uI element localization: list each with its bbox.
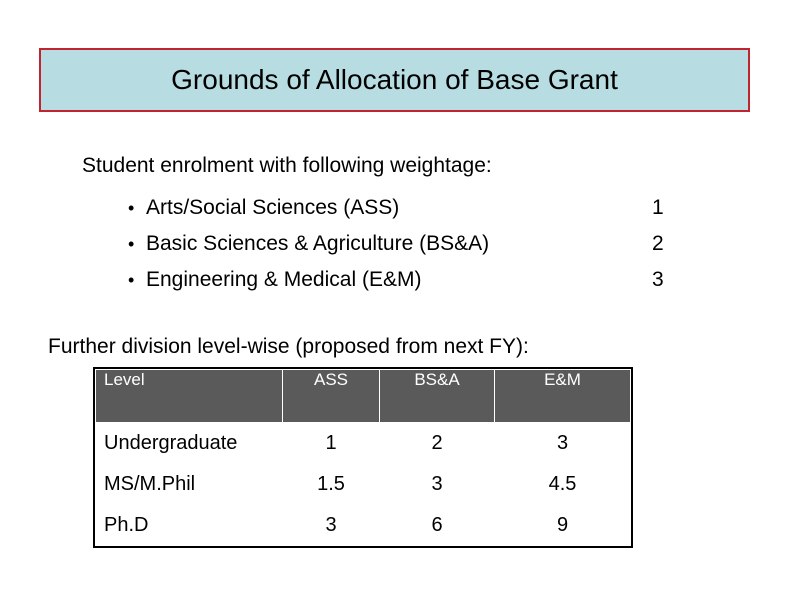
cell-level: Ph.D: [96, 505, 283, 546]
further-division-text: Further division level-wise (proposed from next FY):: [48, 335, 529, 358]
title-banner: [39, 48, 750, 112]
cell-ass: 1: [283, 423, 380, 464]
intro-text: Student enrolment with following weightage:: [82, 154, 492, 177]
list-item-label: Arts/Social Sciences (ASS): [146, 196, 400, 219]
table-header-row: [96, 370, 631, 423]
weight-value: 3: [652, 268, 664, 291]
bullet-icon: •: [128, 270, 135, 290]
weightage-list: [128, 190, 489, 298]
page-title: Grounds of Allocation of Base Grant: [171, 64, 618, 95]
list-item: [128, 190, 489, 226]
list-item-label: Engineering & Medical (E&M): [146, 268, 422, 291]
cell-ass: 3: [283, 505, 380, 546]
cell-level: MS/M.Phil: [96, 464, 283, 505]
weight-value: 1: [652, 196, 664, 219]
bullet-icon: •: [128, 198, 135, 218]
header-em: E&M: [495, 370, 631, 423]
level-weight-table: [95, 369, 631, 546]
cell-level: Undergraduate: [96, 423, 283, 464]
weight-value: 2: [652, 232, 664, 255]
table-row: [96, 423, 631, 464]
list-item: [128, 262, 489, 298]
list-item: [128, 226, 489, 262]
header-level: Level: [96, 370, 283, 423]
weight-list: [652, 190, 664, 298]
cell-em: 4.5: [495, 464, 631, 505]
cell-em: 9: [495, 505, 631, 546]
table-row: [96, 505, 631, 546]
cell-bsa: 2: [380, 423, 495, 464]
bullet-icon: •: [128, 234, 135, 254]
table-row: [96, 464, 631, 505]
cell-bsa: 6: [380, 505, 495, 546]
header-bsa: BS&A: [380, 370, 495, 423]
cell-bsa: 3: [380, 464, 495, 505]
cell-ass: 1.5: [283, 464, 380, 505]
cell-em: 3: [495, 423, 631, 464]
header-ass: ASS: [283, 370, 380, 423]
list-item-label: Basic Sciences & Agriculture (BS&A): [146, 232, 490, 255]
